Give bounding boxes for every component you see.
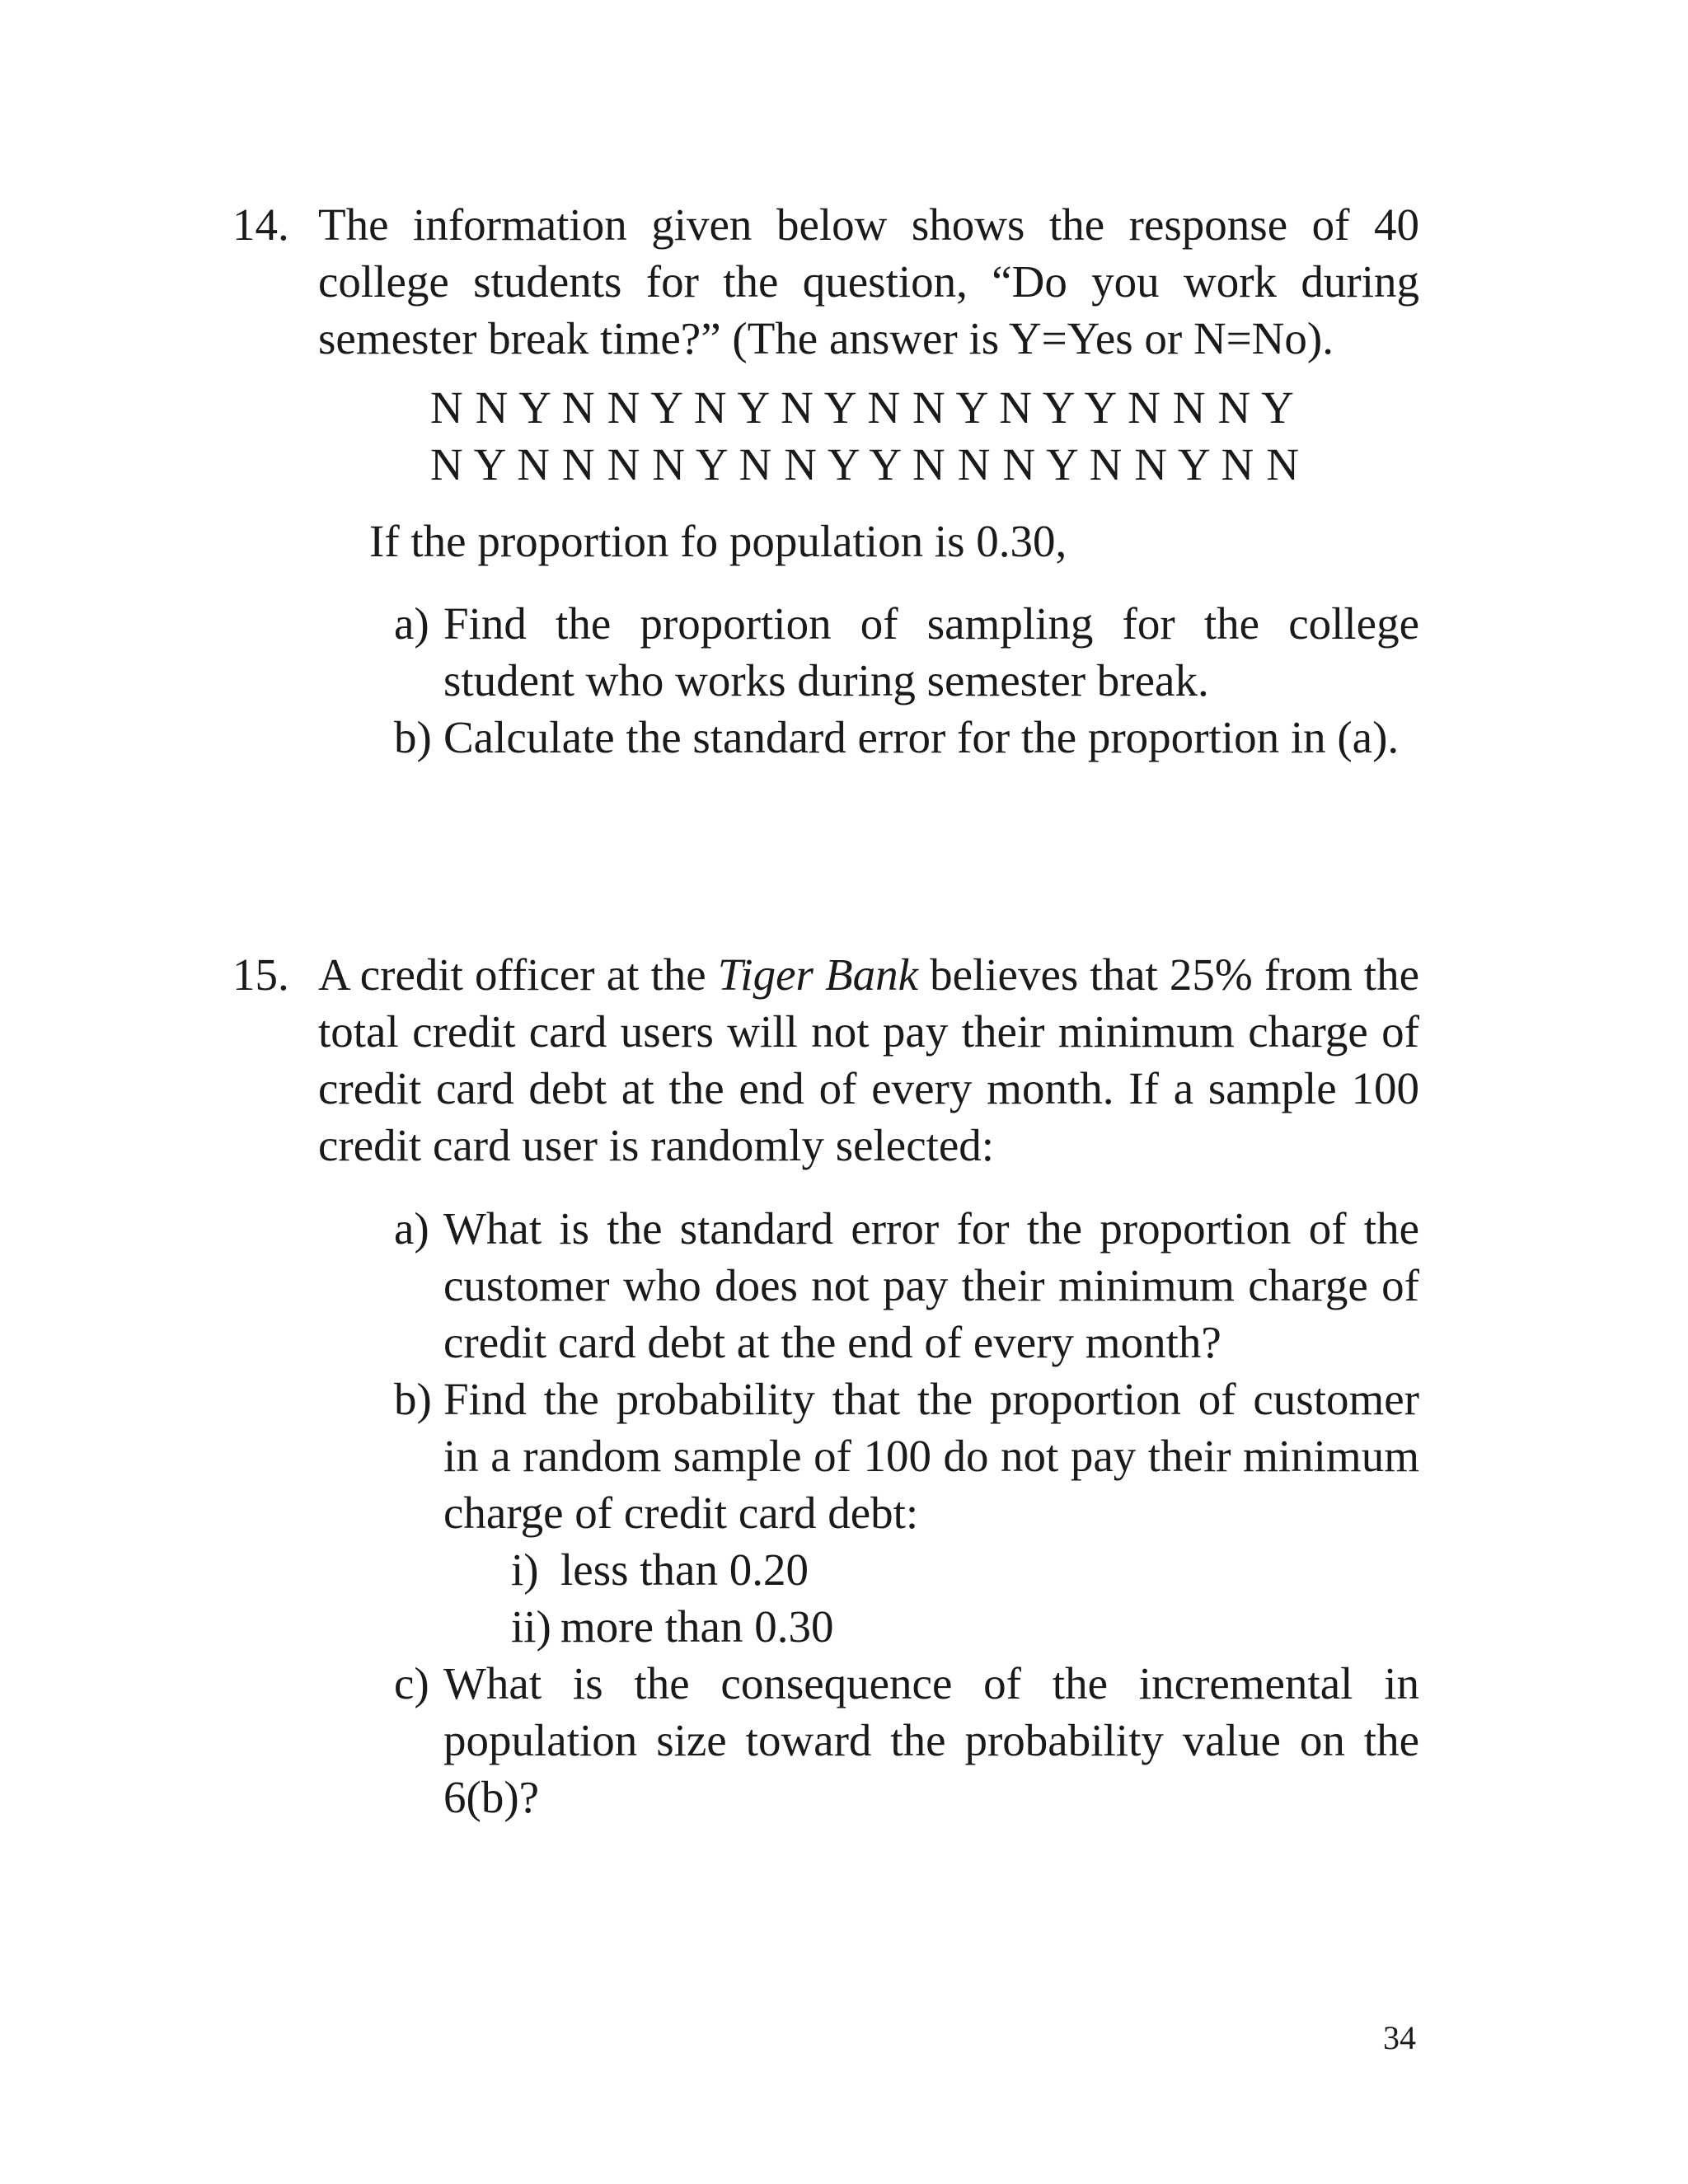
response-data bbox=[430, 379, 1419, 493]
sub-question-label: a) bbox=[394, 1203, 429, 1254]
question-text bbox=[318, 946, 1419, 1174]
page-number: 34 bbox=[1383, 2019, 1416, 2056]
sub-question-text: Calculate the standard error for the proportion in (a). bbox=[443, 712, 1400, 762]
sub-question-b bbox=[394, 1371, 1419, 1541]
sub-sub-question-text: more than 0.30 bbox=[560, 1601, 834, 1652]
question-text: The information given below shows the response of 40 college students for the question, “Do you work during semester break time?” (The answer is Y=Yes or N=No). bbox=[318, 199, 1419, 363]
sub-question-b bbox=[394, 709, 1419, 766]
sub-question-a bbox=[394, 595, 1419, 709]
response-data-line: N Y N N N N Y N N Y Y N N N Y N N Y N N bbox=[430, 439, 1300, 490]
sub-question-text: What is the consequence of the incremental in population size toward the probability value on the 6(b)? bbox=[443, 1658, 1419, 1822]
sub-question-text: Find the probability that the proportion of customer in a random sample of 100 do not pay their minimum charge of credit card debt: bbox=[443, 1374, 1419, 1538]
sub-sub-question-i bbox=[511, 1541, 1419, 1598]
question-14 bbox=[232, 196, 1419, 766]
sub-question-text: What is the standard error for the proportion of the customer who does not pay their minimum charge of credit card debt at the end of every month? bbox=[443, 1203, 1419, 1367]
bank-name: Tiger Bank bbox=[717, 949, 918, 1000]
sub-question-c bbox=[394, 1655, 1419, 1825]
question-number: 15. bbox=[232, 949, 289, 1000]
sub-sub-question-label: ii) bbox=[511, 1601, 551, 1652]
question-text-start: A credit officer at the bbox=[318, 949, 718, 1000]
sub-question-a bbox=[394, 1200, 1419, 1371]
question-number: 14. bbox=[232, 199, 289, 250]
sub-question-label: c) bbox=[394, 1658, 429, 1708]
sub-question-label: b) bbox=[394, 1374, 432, 1424]
sub-sub-question-ii bbox=[511, 1598, 1419, 1655]
sub-question-label: b) bbox=[394, 712, 432, 762]
question-15 bbox=[232, 946, 1419, 1825]
sub-sub-question-label: i) bbox=[511, 1544, 539, 1595]
question-text-end: believes that 25% from the total credit card users will not pay their minimum charge of credit card debt at the end of every month. If a sample 100 credit card user is randomly selected: bbox=[318, 949, 1420, 1170]
sub-question-text: Find the proportion of sampling for the college student who works during semester break. bbox=[443, 598, 1419, 705]
lead-in-text: If the proportion fo population is 0.30, bbox=[369, 516, 1067, 566]
sub-question-label: a) bbox=[394, 598, 429, 649]
sub-sub-question-text: less than 0.20 bbox=[560, 1544, 809, 1595]
response-data-line: N N Y N N Y N Y N Y N N Y N Y Y N N N Y bbox=[430, 382, 1294, 433]
